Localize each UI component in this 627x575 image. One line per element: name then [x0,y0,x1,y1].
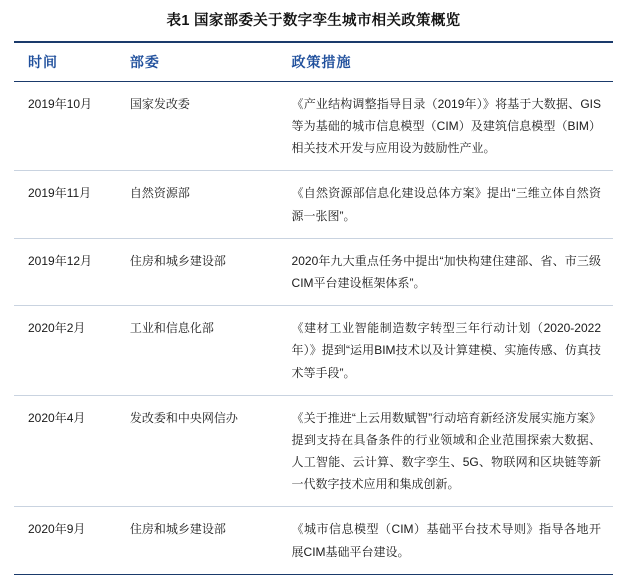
cell-policy-measure: 《建材工业智能制造数字转型三年行动计划（2020-2022年）》提到“运用BIM技术以及计算建模、实施传感、仿真技术等手段”。 [278,306,613,396]
cell-time: 2019年11月 [14,171,116,238]
cell-department: 自然资源部 [116,171,278,238]
cell-time: 2019年10月 [14,81,116,171]
cell-policy-measure: 《关于推进“上云用数赋智”行动培育新经济发展实施方案》提到支持在具备条件的行业领域和企业范围探索大数据、人工智能、云计算、数字孪生、5G、物联网和区块链等新一代数字技术应用和集成创新。 [278,395,613,507]
cell-department: 工业和信息化部 [116,306,278,396]
table-header-row [14,42,613,82]
column-header-policy-measure: 政策措施 [278,42,613,82]
cell-policy-measure: 《城市信息模型（CIM）基础平台技术导则》指导各地开展CIM基础平台建设。 [278,507,613,574]
cell-department: 国家发改委 [116,81,278,171]
cell-policy-measure: 《产业结构调整指导目录（2019年）》将基于大数据、GIS等为基础的城市信息模型（CIM）及建筑信息模型（BIM）相关技术开发与应用设为鼓励性产业。 [278,81,613,171]
cell-department: 发改委和中央网信办 [116,395,278,507]
column-header-time: 时间 [14,42,116,82]
table-row [14,306,613,396]
cell-department: 住房和城乡建设部 [116,238,278,305]
cell-policy-measure: 《自然资源部信息化建设总体方案》提出“三维立体自然资源一张图”。 [278,171,613,238]
table-caption: 表1 国家部委关于数字孪生城市相关政策概览 [166,13,461,29]
cell-policy-measure: 2020年九大重点任务中提出“加快构建住建部、省、市三级CIM平台建设框架体系”。 [278,238,613,305]
cell-time: 2020年9月 [14,507,116,574]
table-row [14,81,613,171]
cell-time: 2020年4月 [14,395,116,507]
cell-department: 住房和城乡建设部 [116,507,278,574]
table-row [14,171,613,238]
table-header [14,42,613,82]
table-row [14,238,613,305]
table-body [14,81,613,574]
cell-time: 2020年2月 [14,306,116,396]
cell-time: 2019年12月 [14,238,116,305]
table-row [14,507,613,574]
table-row [14,395,613,507]
column-header-department: 部委 [116,42,278,82]
policy-table [14,41,613,575]
